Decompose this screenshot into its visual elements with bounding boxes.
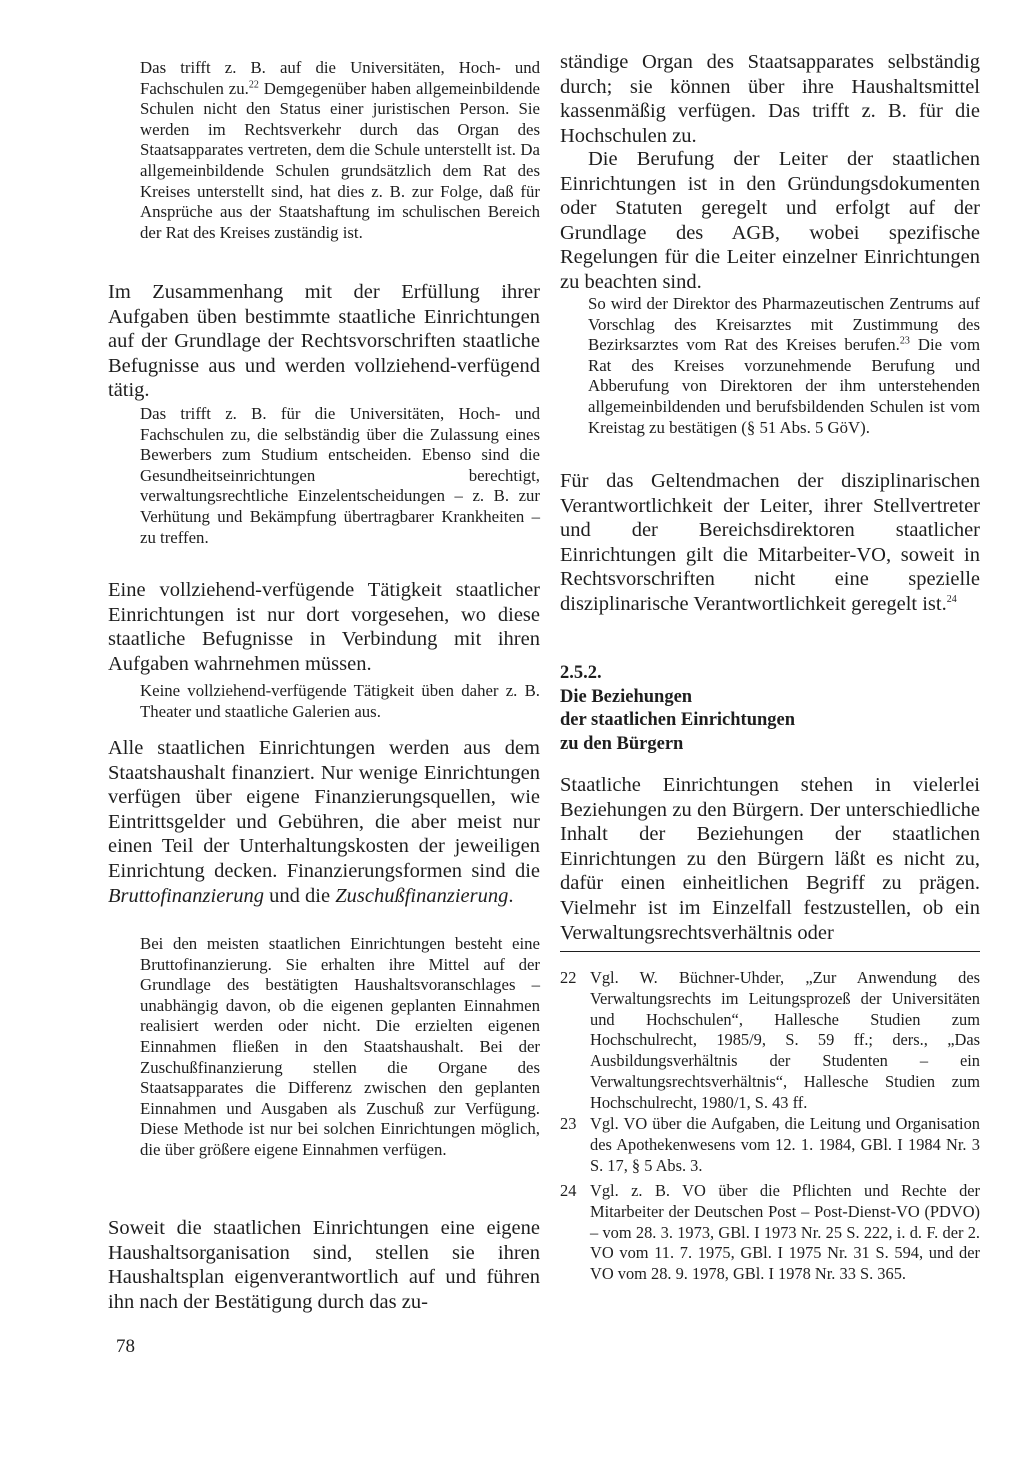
paragraph-relations-with-citizens: Staatliche Einrichtungen stehen in vielerlei Beziehungen zu den Bürgern. Der unterschiedliche Inhalt der Beziehungen der staatlichen Einrichtungen zu den Bürgern läßt es nicht zu, dafür einen einheitlichen Begriff zu prägen. Vielmehr ist im Einzelfall festzustellen, ob ein Verwaltungsrechtsverhältnis oder: [560, 774, 980, 944]
paragraph-budget-continuation: ständige Organ des Staatsapparates selbständig durch; sie können über ihre Haushaltsmittel kassenmäßig verfügen. Das trifft z. B. für die Hochschulen zu.: [560, 51, 980, 147]
footnote-number: 23: [560, 1114, 577, 1133]
term-subsidy-financing: Zuschußfinanzierung: [335, 884, 509, 907]
footnote-22: [560, 968, 980, 1114]
paragraph-budget-organisation: Soweit die staatlichen Einrichtungen eine eigene Haushaltsorganisation sind, stellen sie ihren Haushaltsplan eigenverantwortlich auf und führen ihn nach der Bestätigung durch das zu-: [108, 1217, 540, 1313]
footnote-number: 24: [560, 1181, 577, 1200]
paragraph-text: Alle staatlichen Einrichtungen werden aus dem Staatshaushalt finanziert. Nur wenige Einrichtungen verfügen über eigene Finanzierungsquellen, wie Eintrittsgelder und Gebühren, die aber meist nur einen Teil der Unterhaltungskosten der jeweiligen Einrichtung decken. Finanzierungsformen sind die: [108, 737, 540, 882]
paragraph-text: Das trifft z. B. auf die Universitäten, Hoch- und Fachschulen zu.: [140, 58, 540, 98]
page-number: 78: [116, 1336, 135, 1357]
section-title-line: zu den Bürgern: [560, 733, 684, 754]
paragraph-theaters-galleries: Keine vollziehend-verfügende Tätigkeit üben daher z. B. Theater und staatliche Galerien aus.: [140, 681, 540, 721]
paragraph-text: So wird der Direktor des Pharmazeutischen Zentrums auf Vorschlag des Kreisarztes mit Zustimmung des Bezirksarztes vom Rat des Kreises berufen.: [588, 294, 980, 355]
footnote-text: Vgl. VO über die Aufgaben, die Leitung und Organisation des Apothekenwesens vom 12. 1. 1984, GBl. I 1984 Nr. 3 S. 17, § 5 Abs. 3.: [590, 1114, 980, 1175]
paragraph-text: und die: [264, 884, 336, 907]
footnote-23: [560, 1114, 980, 1176]
footnote-ref-24: 24: [946, 594, 957, 606]
section-title-line: der staatlichen Einrichtungen: [560, 710, 796, 730]
footnote-ref-22: 22: [248, 79, 259, 90]
section-number: 2.5.2.: [560, 663, 602, 683]
paragraph-financing: [108, 736, 540, 908]
section-title-line: Die Beziehungen: [560, 686, 693, 707]
paragraph-text: .: [508, 884, 514, 907]
paragraph-text: Für das Geltendmachen der disziplinarischen Verantwortlichkeit der Leiter, ihrer Stellvertreter und der Bereichsdirektoren staatlicher Einrichtungen gilt die Mitarbeiter-VO, soweit in Rechtsvorschriften nicht eine spezielle disziplinarische Verantwortlichkeit geregelt ist.: [560, 470, 980, 615]
paragraph-text: Demgegenüber haben allgemeinbildende Schulen nicht den Status einer juristischen Person. Sie werden im Rechtsverkehr durch das Organ des Staatsapparates vertreten, dem die Schule unterstellt ist. Da allgemeinbildende Schulen grundsätzlich dem Rat des Kreises unterstellt sind, hat dies z. B. zur Folge, daß für Ansprüche aus der Staatshaftung im schulischen Bereich der Rat des Kreises zuständig ist.: [140, 78, 540, 242]
paragraph-pharmacy-director: [588, 294, 980, 438]
footnote-number: 22: [560, 968, 577, 987]
paragraph-universities-admission: Das trifft z. B. für die Universitäten, Hoch- und Fachschulen zu, die selbständig über die Zulassung eines Bewerbers zum Studium entscheiden. Ebenso sind die Gesundheitseinrichtungen berechtigt, verwaltungsrechtliche Einzelentscheidungen – z. B. zur Verhütung und Bekämpfung übertragbarer Krankheiten – zu treffen.: [140, 404, 540, 547]
paragraph-text: Die vom Rat des Kreises vorzunehmende Berufung und Abberufung von Direktoren der ihm unterstehenden allgemeinbildenden und berufsbildenden Schulen ist vom Kreistag zu bestätigen (§ 51 Abs. 5 GöV).: [588, 335, 980, 437]
paragraph-appointment-of-heads: Die Berufung der Leiter der staatlichen Einrichtungen ist in den Gründungsdokumenten oder Statuten geregelt und erfolgt auf der Grundlage des AGB, wobei spezifische Regelungen für die Leiter einzelner Einrichtungen zu beachten sind.: [560, 148, 980, 293]
footnote-separator: [560, 951, 980, 952]
footnote-ref-23: 23: [899, 335, 910, 347]
paragraph-executive-powers: Im Zusammenhang mit der Erfüllung ihrer Aufgaben üben bestimmte staatliche Einrichtungen auf der Grundlage der Rechtsvorschriften staatliche Befugnisse aus und werden vollziehend-verfügend tätig.: [108, 281, 540, 402]
footnote-text: Vgl. z. B. VO über die Pflichten und Rechte der Mitarbeiter der Deutschen Post – Post-Dienst-VO (PDVO) – vom 28. 3. 1973, GBl. I 1973 Nr. 25 S. 222, i. d. F. der 2. VO vom 11. 7. 1975, GBl. I 1975 Nr. 31 S. 594, und der VO vom 28. 9. 1978, GBl. I 1978 Nr. 33 S. 365.: [590, 1181, 980, 1284]
section-heading: [560, 662, 980, 756]
footnote-text: Vgl. W. Büchner-Uhder, „Zur Anwendung des Verwaltungsrechts im Leitungsprozeß der Universitäten und Hochschulen“, Hallesche Studien zum Hochschulrecht, 1985/9, S. 59 ff.; ders., „Das Ausbildungsverhältnis der Studenten – ein Verwaltungsrechtsverhältnis“, Hallesche Studien zum Hochschulrecht, 1980/1, S. 43 ff.: [590, 968, 980, 1112]
footnote-24: [560, 1181, 980, 1285]
paragraph-universities-legal-status: [140, 58, 540, 243]
paragraph-disciplinary-responsibility: [560, 469, 980, 617]
paragraph-executive-activity: Eine vollziehend-verfügende Tätigkeit staatlicher Einrichtungen ist nur dort vorgesehen, wo diese staatliche Befugnisse in Verbindung mit ihren Aufgaben wahrnehmen müssen.: [108, 579, 540, 675]
term-gross-financing: Bruttofinanzierung: [108, 884, 265, 907]
paragraph-gross-financing-detail: Bei den meisten staatlichen Einrichtungen besteht eine Bruttofinanzierung. Sie erhalten ihre Mittel auf der Grundlage des bestätigten Haushaltsvoranschlages – unabhängig davon, ob die eigenen geplanten Einnahmen realisiert werden oder nicht. Die erzielten eigenen Einnahmen fließen in den Staatshaushalt. Bei der Zuschußfinanzierung stellen die Organe des Staatsapparates die Differenz zwischen den geplanten Einnahmen und Ausgaben als Zuschuß zur Verfügung. Diese Methode ist nur bei solchen Einrichtungen möglich, die über größere eigene Einnahmen verfügen.: [140, 934, 540, 1159]
